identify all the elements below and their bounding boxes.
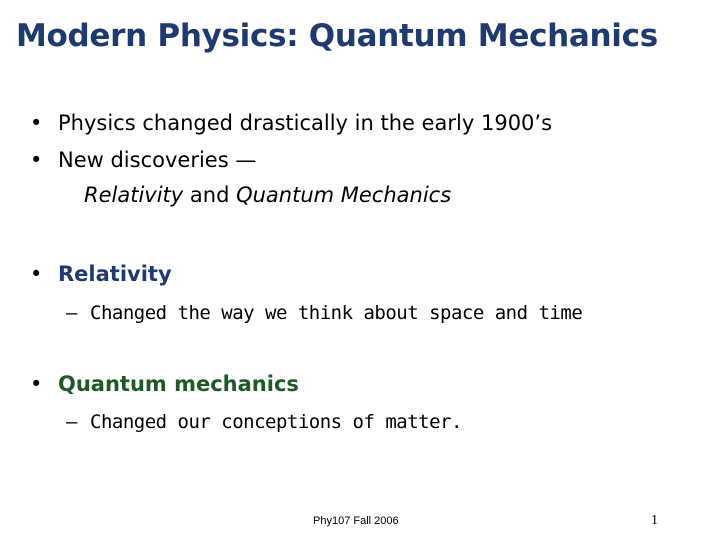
bullet-icon: • xyxy=(30,148,43,172)
relativity-heading: Relativity xyxy=(58,262,172,286)
page-number: 1 xyxy=(651,513,658,528)
bullet-icon: • xyxy=(30,372,43,396)
bullet-quantum-mechanics xyxy=(30,372,299,396)
and-text: and xyxy=(183,183,237,207)
bullet-icon: • xyxy=(30,262,43,286)
bullet-icon: • xyxy=(30,111,43,135)
sub-bullet-relativity xyxy=(66,302,582,324)
bullet-text: Physics changed drastically in the early 1900’s xyxy=(58,111,553,135)
dash-icon: – xyxy=(66,411,77,433)
quantum-mechanics-term: Quantum Mechanics xyxy=(236,183,452,207)
bullet-new-discoveries xyxy=(30,148,256,172)
slide-title: Modern Physics: Quantum Mechanics xyxy=(16,18,658,54)
bullet-physics-changed xyxy=(30,111,552,135)
sub-bullet-quantum xyxy=(66,411,462,433)
sub-bullet-text: Changed the way we think about space and time xyxy=(90,302,583,324)
bullet-text: New discoveries — xyxy=(58,148,257,172)
sub-bullet-text: Changed our conceptions of matter. xyxy=(90,411,462,433)
bullet-new-discoveries-continuation xyxy=(84,183,451,207)
dash-icon: – xyxy=(66,302,77,324)
quantum-mechanics-heading: Quantum mechanics xyxy=(58,372,299,396)
slide-footer: Phy107 Fall 2006 xyxy=(313,515,399,527)
bullet-relativity xyxy=(30,262,172,286)
relativity-term: Relativity xyxy=(84,183,184,207)
